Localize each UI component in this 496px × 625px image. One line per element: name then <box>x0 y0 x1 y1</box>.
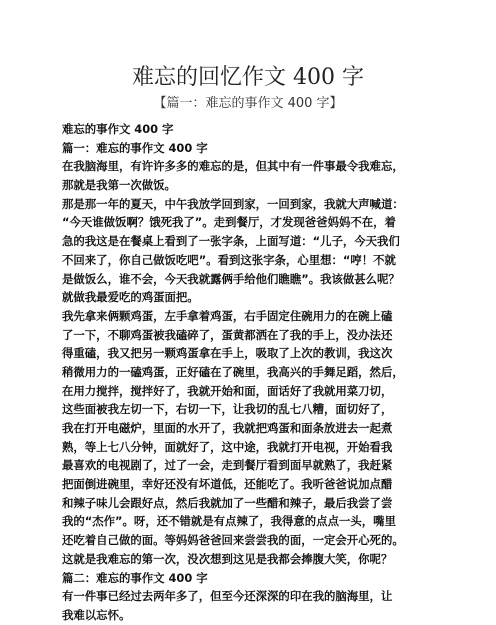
body-line: 这就是我难忘的第一次，没次想到这见是我都会捧腹大笑，你呢？ <box>62 551 393 566</box>
body-line: 我难以忘怀。 <box>62 607 131 622</box>
body-line: 得重磕，我又把另一颗鸡蛋拿在手上，吸取了上次的教训，我这次 <box>62 346 393 361</box>
body-line: 篇一：难忘的事作文 400 字 <box>62 140 208 155</box>
body-line: 这些面被我左切一下，右切一下，让我切的乱七八糟，面切好了， <box>62 402 393 417</box>
body-line: 不回来了，你自己做饭吃吧”。看到这张字条，心里想：“哼！不就 <box>62 252 396 267</box>
document-subtitle: 【篇一：难忘的事作文 400 字】 <box>153 96 343 111</box>
document-title: 难忘的回忆作文 400 字 <box>132 65 364 90</box>
body-line: 了一下，不聊鸡蛋被我磕碎了，蛋黄都洒在了我的手上，没办法还 <box>62 327 393 342</box>
body-line: 把面倒进碗里，幸好还没有坏道低，还能吃了。我听爸爸说加点醋 <box>62 477 393 492</box>
body-line: 稍微用力的一磕鸡蛋，正好磕在了碗里，我高兴的手舞足蹈，然后， <box>62 364 404 379</box>
body-line: 那就是我第一次做饭。 <box>62 178 176 193</box>
body-line: 熟，等上七八分钟，面就好了，这中途，我就打开电视，开始看我 <box>62 439 393 454</box>
body-line: 难忘的事作文 400 字 <box>62 122 174 136</box>
body-line: “今天谁做饭啊？饿死我了”。走到餐厅，才发现爸爸妈妈不在，着 <box>62 215 396 230</box>
body-line: 在我脑海里，有许许多多的难忘的是，但其中有一件事最令我难忘， <box>62 159 404 174</box>
body-line: 急的我这是在餐桌上看到了一张字条，上面写道：“儿子，今天我们 <box>62 234 400 249</box>
body-line: 有一件事已经过去两年多了，但至今还深深的印在我的脑海里，让 <box>62 589 393 604</box>
body-line: 是做饭么，谁不会，今天我就露俩手给他们瞧瞧”。我该做甚么呢？ <box>62 271 400 286</box>
body-line: 那是那一年的夏天，中午我放学回到家，一回到家，我就大声喊道： <box>62 196 404 211</box>
body-line: 我在打开电磁炉，里面的水开了，我就把鸡蛋和面条放进去一起煮 <box>62 421 393 435</box>
body-line: 在用力搅拌，搅拌好了，我就开始和面，面话好了我就用菜刀切， <box>62 383 393 398</box>
body-line: 和辣子味儿会跟好点，然后我就加了一些醋和辣子，最后我尝了尝 <box>62 495 393 510</box>
body-line: 我先拿来俩颗鸡蛋，左手拿着鸡蛋，右手固定住碗用力的在碗上磕 <box>62 308 393 323</box>
body-line: 我的“杰作”。呀，还不错就是有点辣了，我得意的点点一头，嘴里 <box>62 514 396 529</box>
body-line: 还吃着自己做的面。等妈妈爸爸回来尝尝我的面，一定会开心死的。 <box>62 533 404 548</box>
body-line: 最喜欢的电视剧了，过了一会，走到餐厅看到面早就熟了，我赶紧 <box>62 458 393 473</box>
article-body <box>62 120 452 625</box>
body-line: 篇二：难忘的事作文 400 字 <box>62 570 208 585</box>
body-line: 就做我最爱吃的鸡蛋面把。 <box>62 290 199 305</box>
